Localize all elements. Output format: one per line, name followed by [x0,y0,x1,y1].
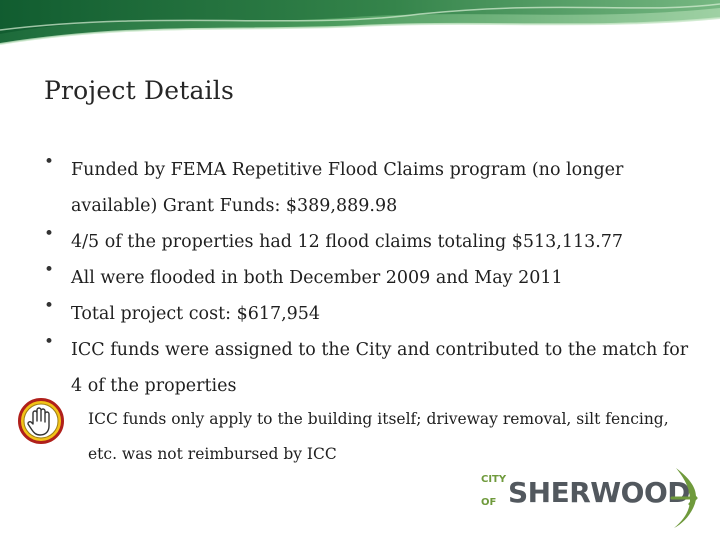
logo-of-word: OF [481,497,497,508]
bullet-item [44,260,704,296]
bullet-dot-icon: • [44,296,55,316]
bullet-item [44,332,704,404]
bullet-dot-icon: • [44,260,55,280]
bullet-text-line: All were flooded in both December 2009 and May 2011 [71,268,563,288]
bullet-item [44,224,704,260]
logo-swoosh-icon [670,466,704,530]
bullet-text-line: available) Grant Funds: $389,889.98 [71,196,398,216]
bullet-text-line: Funded by FEMA Repetitive Flood Claims program (no longer [71,160,624,180]
bullet-text-line: 4 of the properties [71,376,237,396]
bullet-text-line: Total project cost: $617,954 [71,304,321,324]
bullet-list [44,152,704,404]
logo-city-word: CITY [481,474,507,485]
slide-title: Project Details [44,76,234,105]
bullet-dot-icon: • [44,152,55,172]
note-text-line: etc. was not reimbursed by ICC [88,445,337,463]
bullet-item [44,296,704,332]
city-of-sherwood-logo [478,462,708,534]
bullet-text-line: ICC funds were assigned to the City and contributed to the match for [71,340,689,360]
bullet-item [44,152,704,224]
bullet-dot-icon: • [44,224,55,244]
note-text-line: ICC funds only apply to the building itself; driveway removal, silt fencing, [88,410,669,428]
logo-name: SHERWOOD [508,476,691,509]
bullet-text-line: 4/5 of the properties had 12 flood claims totaling $513,113.77 [71,232,624,252]
bullet-dot-icon: • [44,332,55,352]
stop-hand-icon [18,398,64,444]
header-swoosh-banner [0,0,720,60]
